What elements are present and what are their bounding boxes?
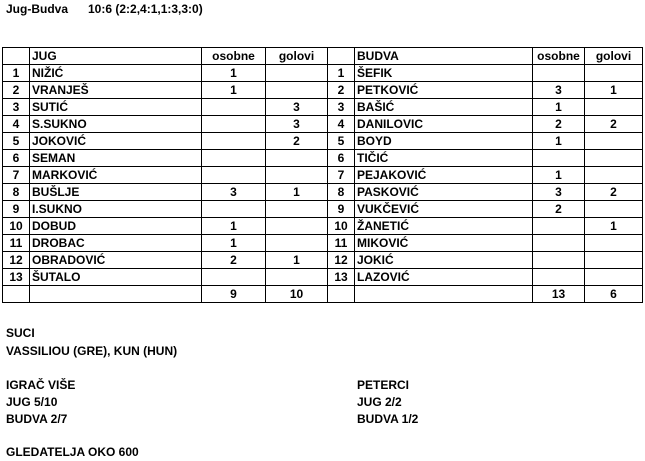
away-player-fouls <box>533 252 585 269</box>
home-player-fouls <box>202 133 266 150</box>
away-player-fouls: 3 <box>533 82 585 99</box>
home-player-name: NIŽIĆ <box>30 65 202 82</box>
away-player-number: 6 <box>328 150 355 167</box>
table-row <box>3 150 643 167</box>
home-player-number: 9 <box>3 201 30 218</box>
home-player-number: 5 <box>3 133 30 150</box>
away-player-goals <box>585 252 643 269</box>
referees-label: SUCI <box>6 326 35 340</box>
table-header-row <box>3 48 643 65</box>
home-player-fouls: 1 <box>202 235 266 252</box>
match-table <box>2 47 643 303</box>
away-player-fouls: 1 <box>533 167 585 184</box>
home-player-number: 6 <box>3 150 30 167</box>
home-player-goals: 1 <box>266 252 328 269</box>
home-player-goals: 2 <box>266 133 328 150</box>
away-team-header: BUDVA <box>355 48 533 65</box>
away-player-number: 5 <box>328 133 355 150</box>
home-player-number: 11 <box>3 235 30 252</box>
home-player-fouls: 1 <box>202 65 266 82</box>
away-player-goals <box>585 150 643 167</box>
away-player-number: 2 <box>328 82 355 99</box>
table-row <box>3 235 643 252</box>
away-goals-total: 6 <box>585 286 643 303</box>
home-player-name: BUŠLJE <box>30 184 202 201</box>
home-player-number: 1 <box>3 65 30 82</box>
match-teams: Jug-Budva <box>6 2 69 16</box>
home-player-goals <box>266 235 328 252</box>
home-player-goals: 3 <box>266 116 328 133</box>
away-player-goals: 1 <box>585 82 643 99</box>
home-player-name: MARKOVIĆ <box>30 167 202 184</box>
home-player-fouls: 1 <box>202 82 266 99</box>
home-player-name: JOKOVIĆ <box>30 133 202 150</box>
home-player-goals <box>266 82 328 99</box>
away-goals-header: golovi <box>585 48 643 65</box>
home-fouls-total: 9 <box>202 286 266 303</box>
away-player-name: VUKČEVIĆ <box>355 201 533 218</box>
away-player-fouls <box>533 65 585 82</box>
away-player-fouls: 2 <box>533 116 585 133</box>
referees-names: VASSILIOU (GRE), KUN (HUN) <box>6 344 178 358</box>
away-player-number: 13 <box>328 269 355 286</box>
totals-spacer <box>328 286 355 303</box>
home-player-fouls <box>202 201 266 218</box>
home-player-name: I.SUKNO <box>30 201 202 218</box>
table-row <box>3 184 643 201</box>
attendance: GLEDATELJA OKO 600 <box>6 445 139 459</box>
away-player-goals <box>585 167 643 184</box>
away-player-number: 12 <box>328 252 355 269</box>
home-player-name: SEMAN <box>30 150 202 167</box>
away-player-fouls: 1 <box>533 133 585 150</box>
table-row <box>3 99 643 116</box>
penalties-home: JUG 2/2 <box>357 395 402 409</box>
away-player-name: TIČIĆ <box>355 150 533 167</box>
home-player-number: 12 <box>3 252 30 269</box>
away-player-goals <box>585 235 643 252</box>
away-player-name: PASKOVIĆ <box>355 184 533 201</box>
table-row <box>3 252 643 269</box>
home-player-name: SUTIĆ <box>30 99 202 116</box>
penalties-away: BUDVA 1/2 <box>357 412 419 426</box>
penalties-label: PETERCI <box>357 378 410 392</box>
home-team-header: JUG <box>30 48 202 65</box>
away-player-goals <box>585 133 643 150</box>
home-player-number: 2 <box>3 82 30 99</box>
away-player-name: LAZOVIĆ <box>355 269 533 286</box>
totals-spacer <box>3 286 30 303</box>
totals-spacer <box>30 286 202 303</box>
away-player-name: BAŠIĆ <box>355 99 533 116</box>
away-player-fouls: 1 <box>533 99 585 116</box>
home-player-fouls: 2 <box>202 252 266 269</box>
away-player-number: 1 <box>328 65 355 82</box>
home-player-name: OBRADOVIĆ <box>30 252 202 269</box>
away-fouls-total: 13 <box>533 286 585 303</box>
home-player-fouls: 1 <box>202 218 266 235</box>
table-row <box>3 65 643 82</box>
table-row <box>3 167 643 184</box>
table-row <box>3 133 643 150</box>
home-player-number: 7 <box>3 167 30 184</box>
away-player-name: ŽANETIĆ <box>355 218 533 235</box>
away-player-number: 4 <box>328 116 355 133</box>
away-player-goals <box>585 201 643 218</box>
away-player-fouls: 2 <box>533 201 585 218</box>
home-player-goals: 1 <box>266 184 328 201</box>
totals-row <box>3 286 643 303</box>
away-player-number: 9 <box>328 201 355 218</box>
away-player-number: 3 <box>328 99 355 116</box>
away-player-goals <box>585 269 643 286</box>
away-player-name: BOYD <box>355 133 533 150</box>
away-player-goals: 2 <box>585 184 643 201</box>
away-player-number: 10 <box>328 218 355 235</box>
away-player-number: 7 <box>328 167 355 184</box>
home-player-name: ŠUTALO <box>30 269 202 286</box>
home-player-goals <box>266 150 328 167</box>
home-player-fouls <box>202 150 266 167</box>
away-player-name: JOKIĆ <box>355 252 533 269</box>
home-player-fouls <box>202 269 266 286</box>
away-player-name: PEJAKOVIĆ <box>355 167 533 184</box>
away-player-fouls <box>533 218 585 235</box>
away-player-fouls: 3 <box>533 184 585 201</box>
home-player-number: 4 <box>3 116 30 133</box>
away-player-name: PETKOVIĆ <box>355 82 533 99</box>
home-player-fouls: 3 <box>202 184 266 201</box>
away-fouls-header: osobne <box>533 48 585 65</box>
table-row <box>3 201 643 218</box>
home-player-number: 3 <box>3 99 30 116</box>
home-player-goals <box>266 167 328 184</box>
table-row <box>3 82 643 99</box>
away-player-name: ŠEFIK <box>355 65 533 82</box>
home-player-number: 8 <box>3 184 30 201</box>
home-player-goals <box>266 218 328 235</box>
away-player-name: MIKOVIĆ <box>355 235 533 252</box>
home-player-goals: 3 <box>266 99 328 116</box>
home-player-number: 13 <box>3 269 30 286</box>
home-player-name: VRANJEŠ <box>30 82 202 99</box>
home-goals-total: 10 <box>266 286 328 303</box>
home-player-fouls <box>202 167 266 184</box>
away-player-goals <box>585 65 643 82</box>
home-player-name: S.SUKNO <box>30 116 202 133</box>
home-player-name: DOBUD <box>30 218 202 235</box>
totals-spacer <box>355 286 533 303</box>
extra-player-away: BUDVA 2/7 <box>6 412 68 426</box>
table-row <box>3 116 643 133</box>
home-player-goals <box>266 201 328 218</box>
away-player-name: DANILOVIC <box>355 116 533 133</box>
away-player-goals <box>585 99 643 116</box>
match-score: 10:6 (2:2,4:1,1:3,3:0) <box>88 2 203 16</box>
away-player-fouls <box>533 269 585 286</box>
home-player-goals <box>266 65 328 82</box>
home-player-number: 10 <box>3 218 30 235</box>
away-player-number: 11 <box>328 235 355 252</box>
away-player-goals: 2 <box>585 116 643 133</box>
away-player-goals: 1 <box>585 218 643 235</box>
extra-player-label: IGRAČ VIŠE <box>6 378 76 392</box>
home-fouls-header: osobne <box>202 48 266 65</box>
home-player-name: DROBAC <box>30 235 202 252</box>
home-player-goals <box>266 269 328 286</box>
home-goals-header: golovi <box>266 48 328 65</box>
home-player-fouls <box>202 116 266 133</box>
home-player-fouls <box>202 99 266 116</box>
extra-player-home: JUG 5/10 <box>6 395 58 409</box>
away-player-fouls <box>533 235 585 252</box>
away-player-fouls <box>533 150 585 167</box>
table-row <box>3 218 643 235</box>
table-row <box>3 269 643 286</box>
away-player-number: 8 <box>328 184 355 201</box>
